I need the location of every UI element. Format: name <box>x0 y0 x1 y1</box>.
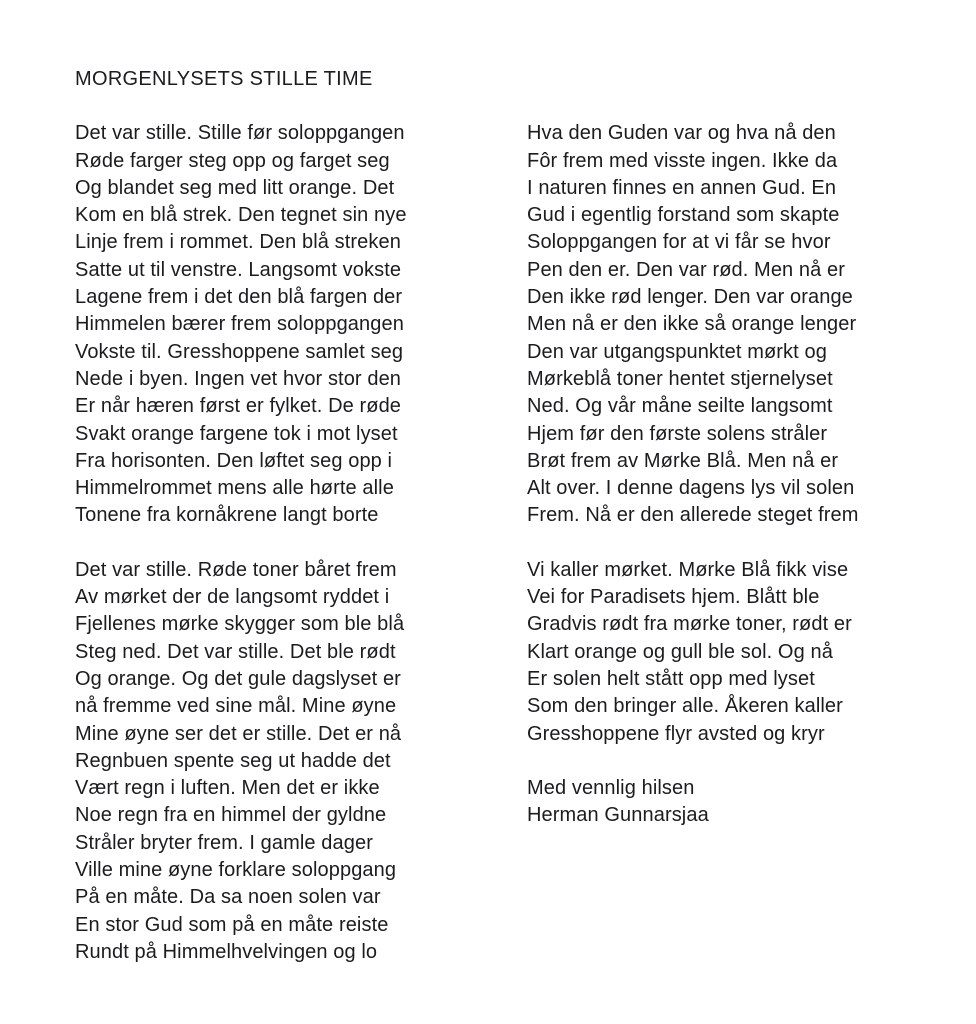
poem-line: Hva den Guden var og hva nå den <box>527 122 836 145</box>
poem-line: Vi kaller mørket. Mørke Blå fikk vise <box>527 558 849 581</box>
poem-line: Stråler bryter frem. I gamle dager <box>75 831 373 854</box>
poem-line: Fjellenes mørke skygger som ble blå <box>75 613 405 636</box>
poem-line: Røde farger steg opp og farget seg <box>75 149 390 172</box>
poem-line: Og orange. Og det gule dagslyset er <box>75 667 401 690</box>
poem-line: Vært regn i luften. Men det er ikke <box>75 777 380 800</box>
poem-title: MORGENLYSETS STILLE TIME <box>75 68 373 90</box>
poem-line: Regnbuen spente seg ut hadde det <box>75 749 391 772</box>
poem-line: Ville mine øyne forklare soloppgang <box>75 859 397 882</box>
poem-line: Satte ut til venstre. Langsomt vokste <box>75 258 402 281</box>
poem-line: I naturen finnes en annen Gud. En <box>527 176 837 199</box>
right-stanza-1 <box>527 120 951 529</box>
poem-line: Vei for Paradisets hjem. Blått ble <box>527 586 820 609</box>
poem-line: Soloppgangen for at vi får se hvor <box>527 231 831 254</box>
poem-line: Gud i egentlig forstand som skapte <box>527 204 840 227</box>
poem-line: Det var stille. Røde toner båret frem <box>75 558 397 581</box>
poem-line: Hjem før den første solens stråler <box>527 422 828 445</box>
poem-line: På en måte. Da sa noen solen var <box>75 886 381 909</box>
poem-line: Det var stille. Stille før soloppgangen <box>75 122 405 145</box>
poem-line: Er solen helt stått opp med lyset <box>527 667 815 690</box>
poem-line: Gresshoppene flyr avsted og kryr <box>527 722 825 745</box>
right-stanza-2 <box>527 557 951 748</box>
poem-columns <box>75 120 976 966</box>
poem-line: Fra horisonten. Den løftet seg opp i <box>75 449 393 472</box>
poem-line: Med vennlig hilsen <box>527 776 695 799</box>
signature-block <box>527 775 951 830</box>
poem-line: En stor Gud som på en måte reiste <box>75 913 389 936</box>
poem-line: Og blandet seg med litt orange. Det <box>75 176 395 199</box>
poem-line: Den ikke rød lenger. Den var orange <box>527 286 853 309</box>
poem-line: Steg ned. Det var stille. Det ble rødt <box>75 640 396 663</box>
poem-line: Svakt orange fargene tok i mot lyset <box>75 422 398 445</box>
poem-line: nå fremme ved sine mål. Mine øyne <box>75 695 397 718</box>
poem-line: Pen den er. Den var rød. Men nå er <box>527 258 846 281</box>
poem-line: Nede i byen. Ingen vet hvor stor den <box>75 367 402 390</box>
poem-line: Som den bringer alle. Åkeren kaller <box>527 695 843 718</box>
poem-line: Men nå er den ikke så orange lenger <box>527 313 857 336</box>
poem-column-right <box>527 120 951 966</box>
poem-line: Mine øyne ser det er stille. Det er nå <box>75 722 402 745</box>
poem-line: Av mørket der de langsomt ryddet i <box>75 586 390 609</box>
poem-line: Himmelen bærer frem soloppgangen <box>75 313 404 336</box>
poem-line: Er når hæren først er fylket. De røde <box>75 395 402 418</box>
poem-line: Den var utgangspunktet mørkt og <box>527 340 827 363</box>
poem-line: Frem. Nå er den allerede steget frem <box>527 504 859 527</box>
poem-line: Vokste til. Gresshoppene samlet seg <box>75 340 404 363</box>
poem-line: Brøt frem av Mørke Blå. Men nå er <box>527 449 839 472</box>
left-stanza-2 <box>75 557 527 966</box>
poem-line: Herman Gunnarsjaa <box>527 804 709 827</box>
poem-line: Gradvis rødt fra mørke toner, rødt er <box>527 613 852 636</box>
poem-line: Rundt på Himmelhvelvingen og lo <box>75 940 378 963</box>
poem-column-left <box>75 120 527 966</box>
poem-line: Noe regn fra en himmel der gyldne <box>75 804 387 827</box>
poem-line: Linje frem i rommet. Den blå streken <box>75 231 401 254</box>
poem-line: Ned. Og vår måne seilte langsomt <box>527 395 833 418</box>
poem-line: Kom en blå strek. Den tegnet sin nye <box>75 204 407 227</box>
poem-line: Alt over. I denne dagens lys vil solen <box>527 477 855 500</box>
poem-line: Tonene fra kornåkrene langt borte <box>75 504 379 527</box>
poem-line: Mørkeblå toner hentet stjernelyset <box>527 367 833 390</box>
poem-line: Lagene frem i det den blå fargen der <box>75 286 403 309</box>
poem-line: Klart orange og gull ble sol. Og nå <box>527 640 833 663</box>
left-stanza-1 <box>75 120 527 529</box>
poem-line: Himmelrommet mens alle hørte alle <box>75 477 394 500</box>
poem-line: Fôr frem med visste ingen. Ikke da <box>527 149 838 172</box>
